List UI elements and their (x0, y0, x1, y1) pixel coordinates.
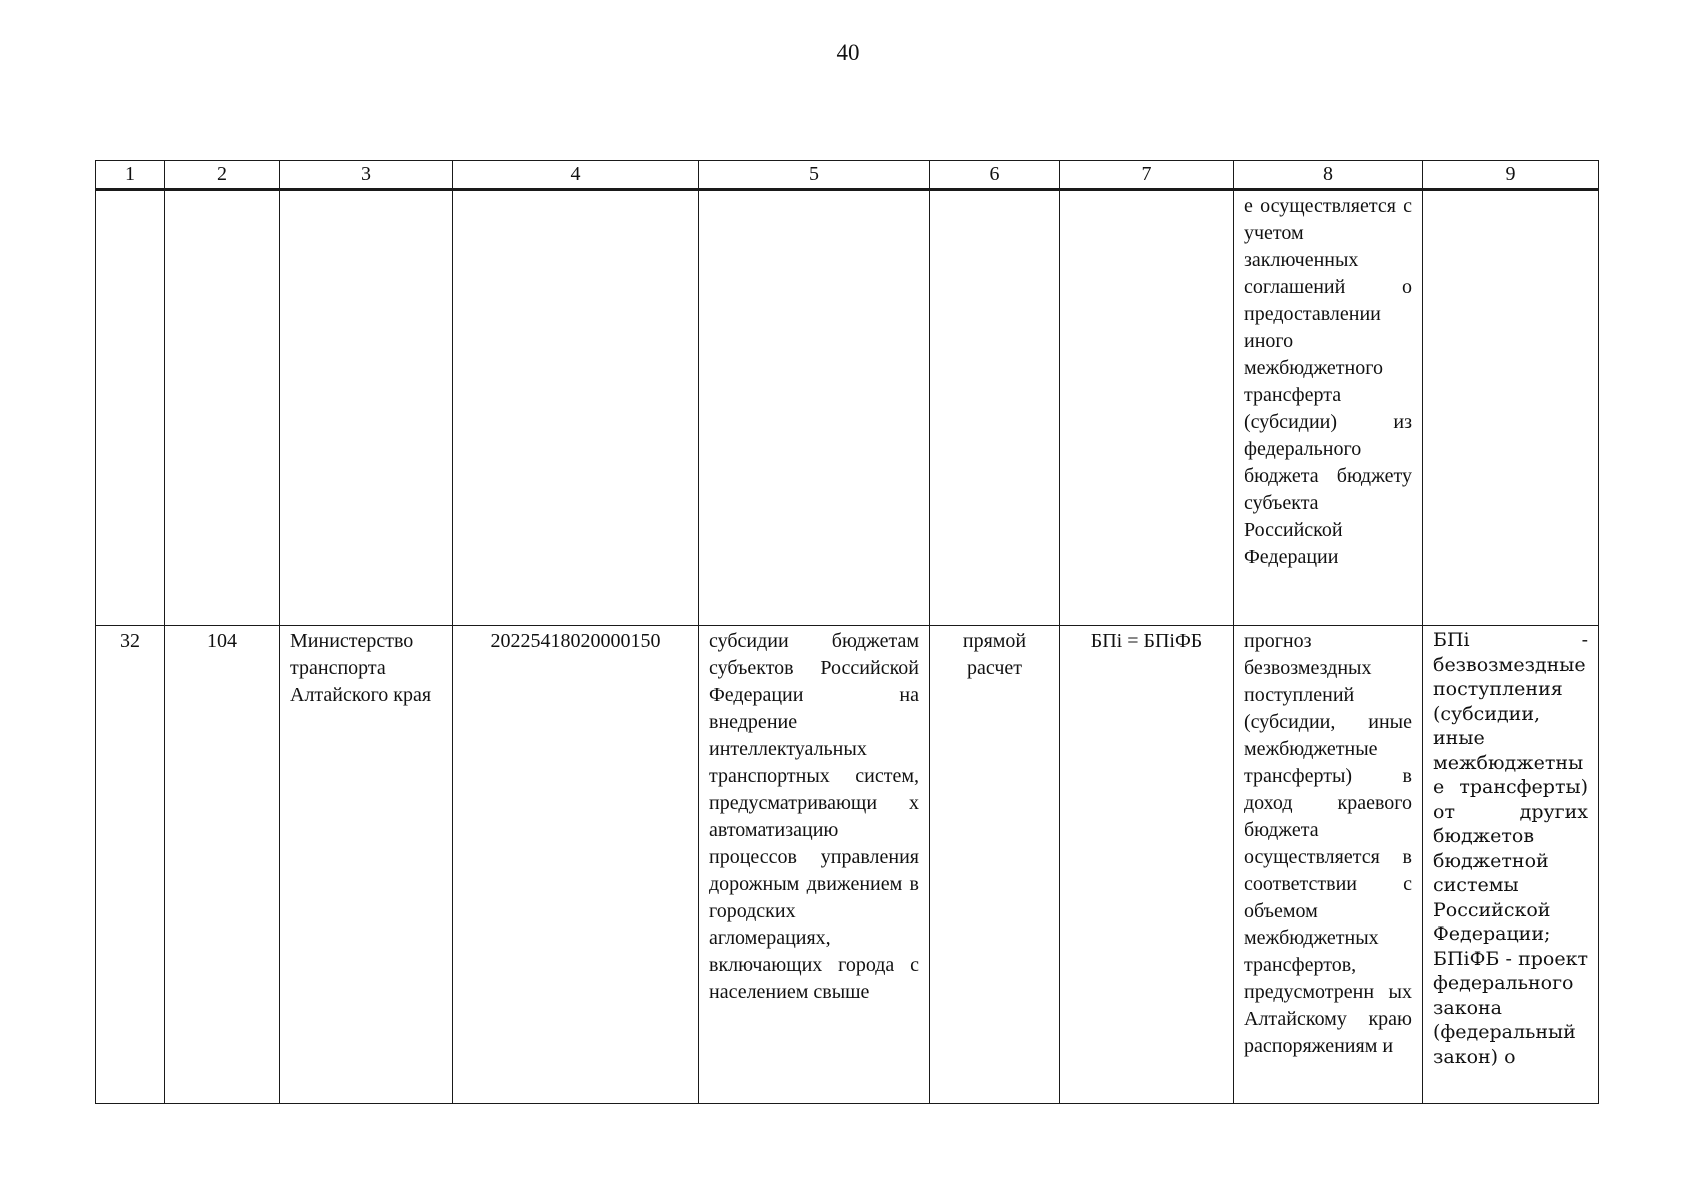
data-table (95, 160, 1599, 1104)
table-cell (280, 190, 453, 626)
column-header-9: 9 (1423, 161, 1599, 190)
cell-text: е осуществляется с учетом заключенных соглашений о предоставлении иного межбюджетного трансферта (субсидии) из федерального бюджета бюджету субъекта Российской Федерации (1244, 195, 1412, 568)
admin-code: 104 (207, 630, 237, 652)
table-cell (1234, 626, 1423, 1104)
column-header-3: 3 (280, 161, 453, 190)
table-cell (453, 626, 699, 1104)
indicator-description: БПi - безвозмездные поступления (субсидии, иные межбюджетны е трансферты) от других бюджетов бюджетной системы Российской Федерации; БПiФБ - проект федерального закона (федеральный закон) о (1433, 629, 1588, 1068)
table-cell (280, 626, 453, 1104)
table-cell (930, 190, 1060, 626)
table-cell (165, 190, 280, 626)
column-header-8: 8 (1234, 161, 1423, 190)
table-cell (1423, 626, 1599, 1104)
page-number: 40 (836, 40, 860, 65)
table-cell (1234, 190, 1423, 626)
column-header-2: 2 (165, 161, 280, 190)
table-row (96, 190, 1599, 626)
revenue-description: субсидии бюджетам субъектов Российской Федерации на внедрение интеллектуальных транспортных систем, предусматривающи х автоматизацию процессов управления дорожным движением в городских агломерациях, включающих города с населением свыше (709, 630, 919, 1003)
table-cell (1060, 190, 1234, 626)
column-header-6: 6 (930, 161, 1060, 190)
table-cell (1423, 190, 1599, 626)
administrator-name: Министерство транспорта Алтайского края (290, 630, 432, 706)
formula: БПi = БПiФБ (1090, 630, 1203, 652)
column-header-4: 4 (453, 161, 699, 190)
table-cell (453, 190, 699, 626)
column-header-7: 7 (1060, 161, 1234, 190)
header-row (96, 161, 1599, 190)
table-row (96, 626, 1599, 1104)
row-number: 32 (120, 630, 140, 652)
table-cell (165, 626, 280, 1104)
table-cell (96, 626, 165, 1104)
table-cell (699, 190, 930, 626)
table-cell (1060, 626, 1234, 1104)
column-header-1: 1 (96, 161, 165, 190)
table-cell (699, 626, 930, 1104)
calculation-method: прямой расчет (962, 630, 1027, 679)
revenue-code: 20225418020000150 (490, 630, 661, 652)
table-cell (930, 626, 1060, 1104)
algorithm-description: прогноз безвозмездных поступлений (субсидии, иные межбюджетные трансферты) в доход краевого бюджета осуществляется в соответствии с объемом межбюджетных трансфертов, предусмотренн ых Алтайскому краю распоряжениям и (1244, 630, 1412, 1057)
table-cell (96, 190, 165, 626)
column-header-5: 5 (699, 161, 930, 190)
